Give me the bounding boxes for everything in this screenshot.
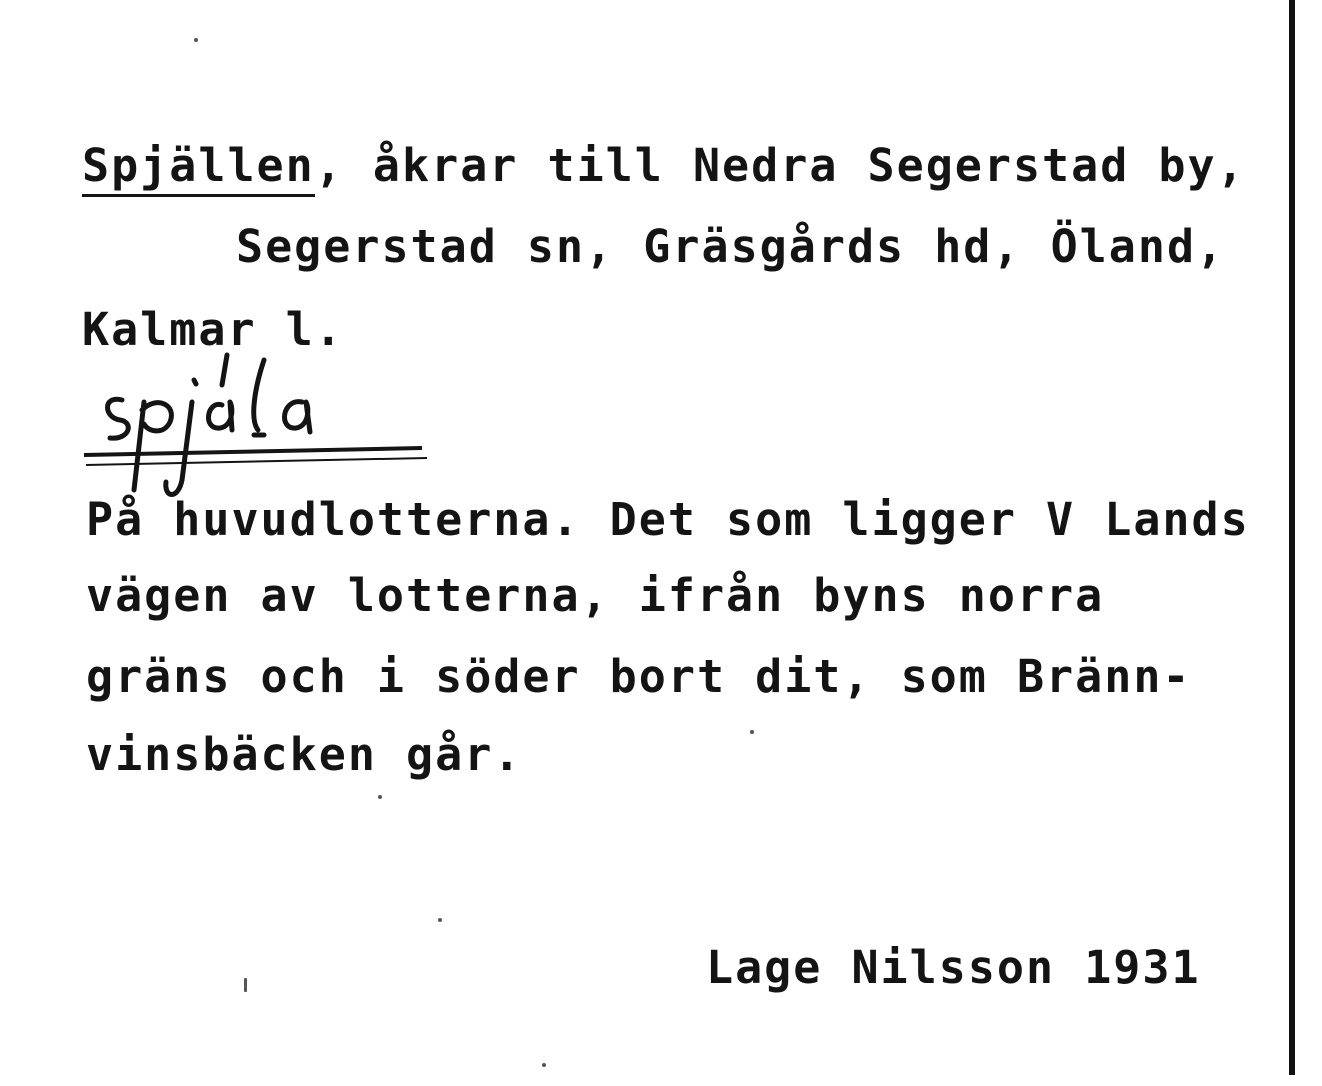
headword: Spjällen	[82, 139, 315, 197]
scan-speck	[750, 730, 754, 734]
body-line-2: vägen av lotterna, ifrån byns norra	[86, 569, 1105, 622]
header-line-1	[82, 139, 1246, 192]
scan-speck	[438, 918, 442, 922]
header-line-2: Segerstad sn, Gräsgårds hd, Öland,	[236, 220, 1226, 273]
card-edge-border	[1289, 0, 1295, 1075]
scan-speck	[378, 795, 382, 799]
header-line-1-rest: , åkrar till Nedra Segerstad by,	[314, 139, 1246, 192]
scan-speck	[542, 1063, 546, 1067]
header-line-3: Kalmar l.	[82, 303, 344, 356]
body-line-4: vinsbäcken går.	[86, 728, 523, 781]
scan-speck	[244, 978, 247, 992]
signature: Lage Nilsson 1931	[706, 941, 1201, 994]
body-line-3: gräns och i söder bort dit, som Bränn-	[86, 650, 1192, 703]
scan-speck	[194, 38, 198, 42]
body-line-1: På huvudlotterna. Det som ligger V Lands	[86, 493, 1250, 546]
handwritten-pronunciation	[82, 340, 442, 510]
